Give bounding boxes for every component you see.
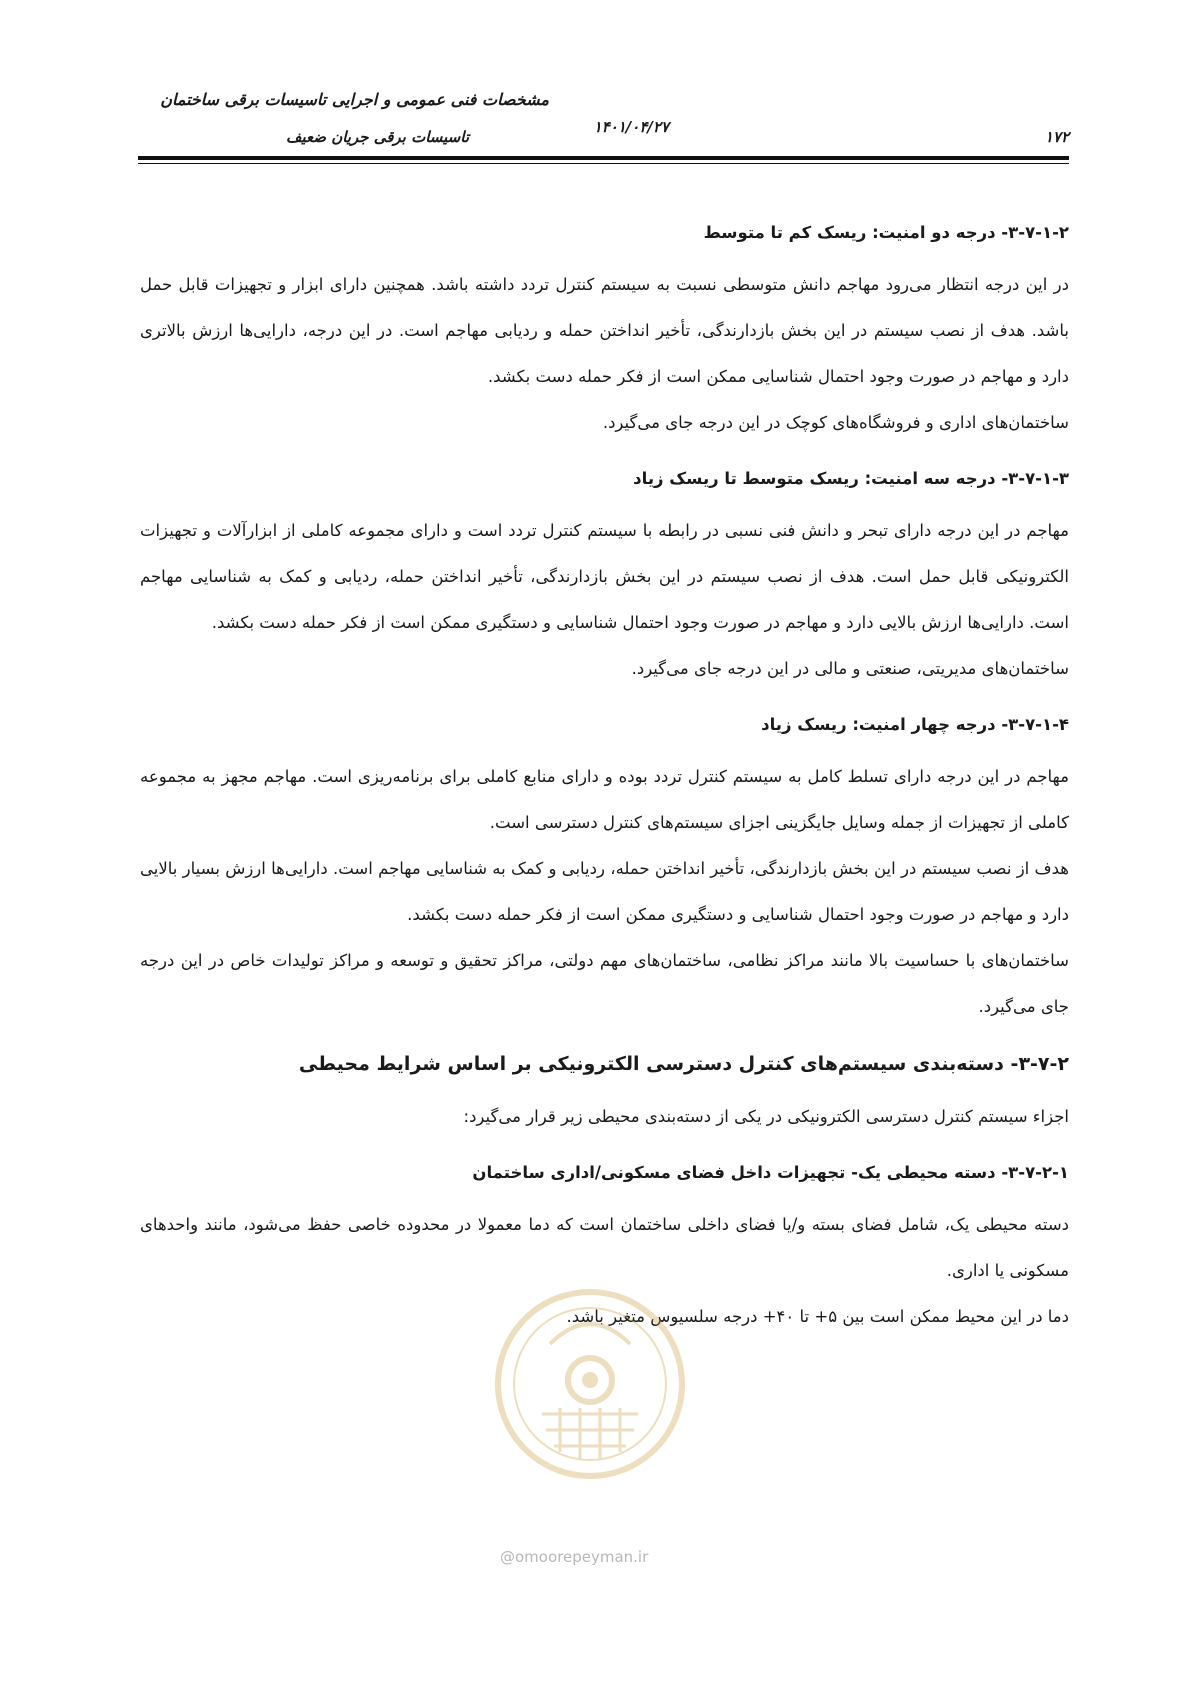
paragraph: ساختمان‌های با حساسیت بالا مانند مراکز نظامی، ساختمان‌های مهم دولتی، مراکز تحقیق و توسعه و مراکز تولیدات خاص در این درجه جای می‌گیرد. (140, 951, 1069, 1016)
section-heading: ۳-۷-۲- دسته‌بندی سیستم‌های کنترل دسترسی الکترونیکی بر اساس شرایط محیطی (298, 1053, 1069, 1075)
paragraph: دسته محیطی یک، شامل فضای بسته و/یا فضای داخلی ساختمان است که دما معمولا در محدوده خاصی حفظ می‌شود، مانند واحدهای مسکونی یا اداری. (140, 1215, 1069, 1280)
paragraph: مهاجم در این درجه دارای تسلط کامل به سیستم کنترل تردد بوده و دارای منابع کاملی برای برنامه‌ریزی است. مهاجم مجهز به مجموعه کاملی از تجهیزات از جمله وسایل جایگزینی اجزای سیستم‌های کنترل دسترسی است. (140, 767, 1069, 832)
paragraph: ساختمان‌های اداری و فروشگاه‌های کوچک در این درجه جای می‌گیرد. (602, 413, 1069, 432)
header-subtitle: تاسیسات برقی جریان ضعیف (285, 128, 469, 146)
paragraph: در این درجه انتظار می‌رود مهاجم دانش متوسطی نسبت به سیستم کنترل تردد داشته باشد. همچنین دارای ابزار و تجهیزات قابل حمل باشد. هدف از نصب سیستم در این بخش بازدارندگی، تأخیر انداختن حمله و ردیابی مهاجم است. در این درجه، دارایی‌ها ارزش بالاتری دارد و مهاجم در صورت وجود احتمال شناسایی ممکن است از فکر حمله دست بکشد. (140, 275, 1069, 386)
paragraph: دما در این محیط ممکن است بین ۵+ تا ۴۰+ درجه سلسیوس متغیر باشد. (566, 1307, 1069, 1326)
header-rule-thin (138, 163, 1069, 164)
paragraph: اجزاء سیستم کنترل دسترسی الکترونیکی در یکی از دسته‌بندی محیطی زیر قرار می‌گیرد: (463, 1107, 1069, 1126)
header-date: ۱۴۰۱/۰۴/۲۷ (593, 118, 669, 136)
paragraph: هدف از نصب سیستم در این بخش بازدارندگی، تأخیر انداختن حمله، ردیابی و کمک به شناسایی مهاجم است. دارایی‌ها ارزش بسیار بالایی دارد و مهاجم در صورت وجود احتمال شناسایی و دستگیری ممکن است از فکر حمله دست بکشد. (140, 859, 1069, 924)
page-content (140, 216, 1069, 1340)
section-heading: ۳-۷-۱-۴- درجه چهار امنیت: ریسک زیاد (761, 715, 1069, 734)
paragraph: ساختمان‌های مدیریتی، صنعتی و مالی در این درجه جای می‌گیرد. (631, 659, 1069, 678)
header-title: مشخصات فنی عمومی و اجرایی تاسیسات برقی ساختمان (160, 90, 549, 109)
section-heading: ۳-۷-۲-۱- دسته محیطی یک- تجهیزات داخل فضای مسکونی/اداری ساختمان (472, 1163, 1069, 1182)
page-header (138, 84, 1069, 164)
section-heading: ۳-۷-۱-۳- درجه سه امنیت: ریسک متوسط تا ریسک زیاد (633, 469, 1069, 488)
watermark-url: @omoorepeyman.ir (500, 1548, 649, 1566)
header-rule-thick (138, 156, 1069, 160)
paragraph: مهاجم در این درجه دارای تبحر و دانش فنی نسبی در رابطه با سیستم کنترل تردد است و دارای مجموعه کاملی از ابزارآلات و تجهیزات الکترونیکی قابل حمل است. هدف از نصب سیستم در این بخش بازدارندگی، تأخیر انداختن حمله، ردیابی و کمک به شناسایی مهاجم است. دارایی‌ها ارزش بالایی دارد و مهاجم در صورت وجود احتمال شناسایی و دستگیری ممکن است از فکر حمله دست بکشد. (140, 521, 1069, 632)
section-heading: ۳-۷-۱-۲- درجه دو امنیت: ریسک کم تا متوسط (703, 223, 1069, 242)
watermark-logo-icon (490, 1284, 690, 1484)
page-number: ۱۷۲ (1044, 128, 1069, 146)
